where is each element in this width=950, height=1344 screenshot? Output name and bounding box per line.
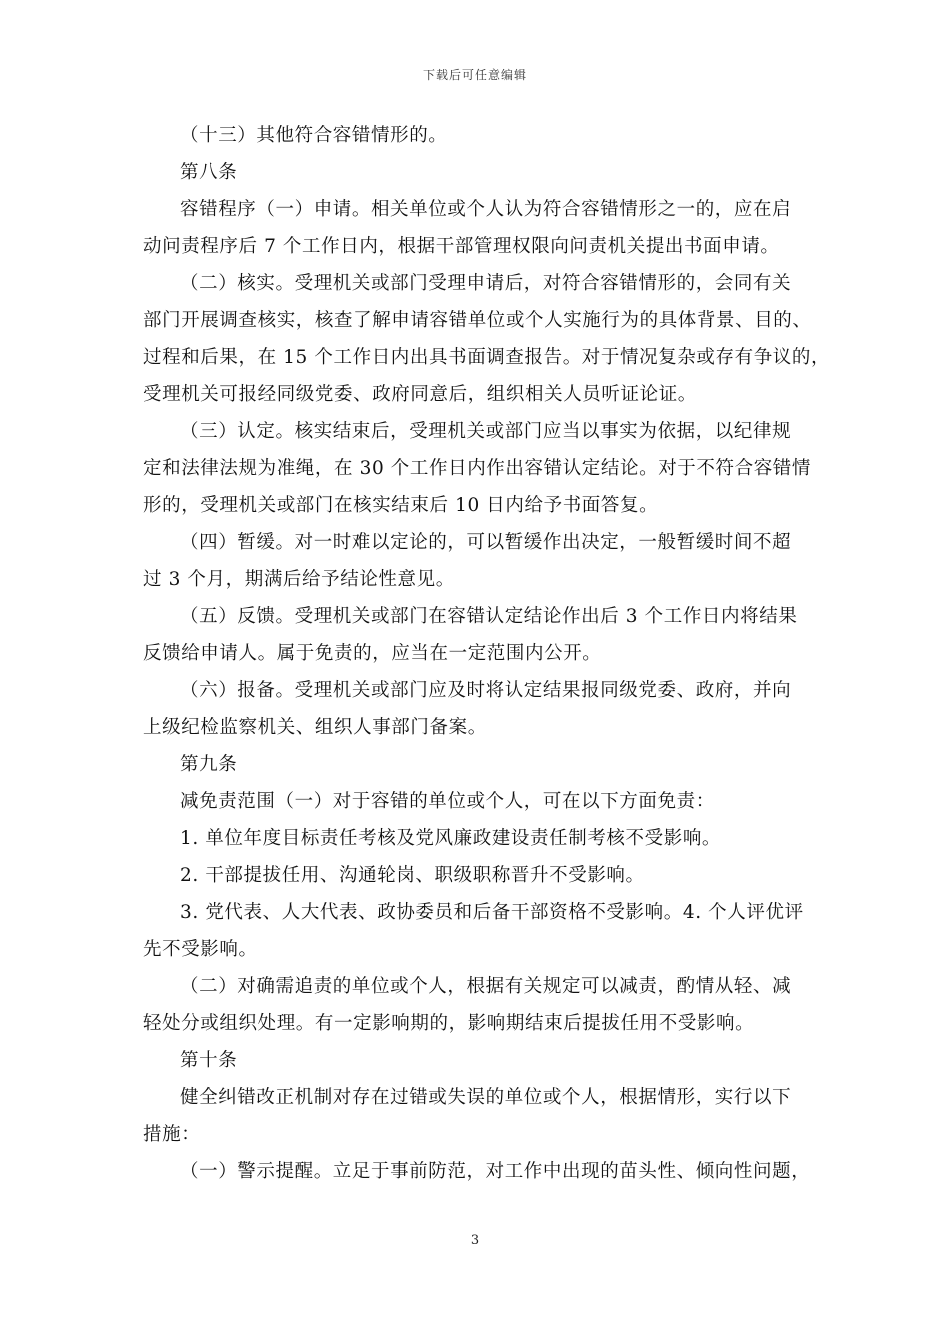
paragraph-line: 受理机关可报经同级党委、政府同意后，组织相关人员听证论证。: [143, 384, 697, 405]
paragraph-line: （三）认定。核实结束后，受理机关或部门应当以事实为依据，以纪律规: [180, 421, 792, 442]
paragraph-line: （十三）其他符合容错情形的。: [180, 125, 448, 146]
page-header-note: 下载后可任意编辑: [422, 68, 527, 82]
paragraph-line: （四）暂缓。对一时难以定论的，可以暂缓作出决定，一般暂缓时间不超: [180, 532, 792, 553]
paragraph-line: 定和法律法规为准绳，在 30 个工作日内作出容错认定结论。对于不符合容错情: [143, 458, 812, 479]
paragraph-line: 部门开展调查核实，核查了解申请容错单位或个人实施行为的具体背景、目的、: [143, 310, 812, 331]
paragraph-line: （六）报备。受理机关或部门应及时将认定结果报同级党委、政府，并向: [180, 680, 792, 701]
page-number: 3: [470, 1233, 480, 1248]
paragraph-line: 过 3 个月，期满后给予结论性意见。: [143, 569, 455, 590]
paragraph-line: 减免责范围（一）对于容错的单位或个人，可在以下方面免责：: [180, 791, 715, 812]
paragraph-line: 上级纪检监察机关、组织人事部门备案。: [143, 717, 487, 738]
paragraph-line: 第八条: [180, 162, 238, 183]
paragraph-line: 2. 干部提拔任用、沟通轮岗、职级职称晋升不受影响。: [180, 865, 645, 886]
paragraph-line: （一）警示提醒。立足于事前防范，对工作中出现的苗头性、倾向性问题，: [180, 1161, 811, 1182]
paragraph-line: 先不受影响。: [143, 939, 258, 960]
paragraph-line: （五）反馈。受理机关或部门在容错认定结论作出后 3 个工作日内将结果: [180, 606, 798, 627]
paragraph-line: 过程和后果，在 15 个工作日内出具书面调查报告。对于情况复杂或存有争议的，: [143, 347, 831, 368]
paragraph-line: （二）对确需追责的单位或个人，根据有关规定可以减责，酌情从轻、减: [180, 976, 792, 997]
paragraph-line: 第十条: [180, 1050, 238, 1071]
paragraph-line: 形的，受理机关或部门在核实结束后 10 日内给予书面答复。: [143, 495, 659, 516]
paragraph-line: 3. 党代表、人大代表、政协委员和后备干部资格不受影响。4. 个人评优评: [180, 902, 804, 923]
paragraph-line: 第九条: [180, 754, 238, 775]
document-body: [143, 117, 831, 1190]
paragraph-line: 反馈给申请人。属于免责的，应当在一定范围内公开。: [143, 643, 602, 664]
paragraph-line: 容错程序（一）申请。相关单位或个人认为符合容错情形之一的，应在启: [180, 199, 792, 220]
paragraph-line: 动问责程序后 7 个工作日内，根据干部管理权限向问责机关提出书面申请。: [143, 236, 780, 257]
paragraph-line: 1. 单位年度目标责任考核及党风廉政建设责任制考核不受影响。: [180, 828, 722, 849]
paragraph-line: 措施：: [143, 1124, 201, 1145]
paragraph-line: 轻处分或组织处理。有一定影响期的，影响期结束后提拔任用不受影响。: [143, 1013, 755, 1034]
paragraph-line: （二）核实。受理机关或部门受理申请后，对符合容错情形的，会同有关: [180, 273, 792, 294]
paragraph-line: 健全纠错改正机制对存在过错或失误的单位或个人，根据情形，实行以下: [180, 1087, 792, 1108]
